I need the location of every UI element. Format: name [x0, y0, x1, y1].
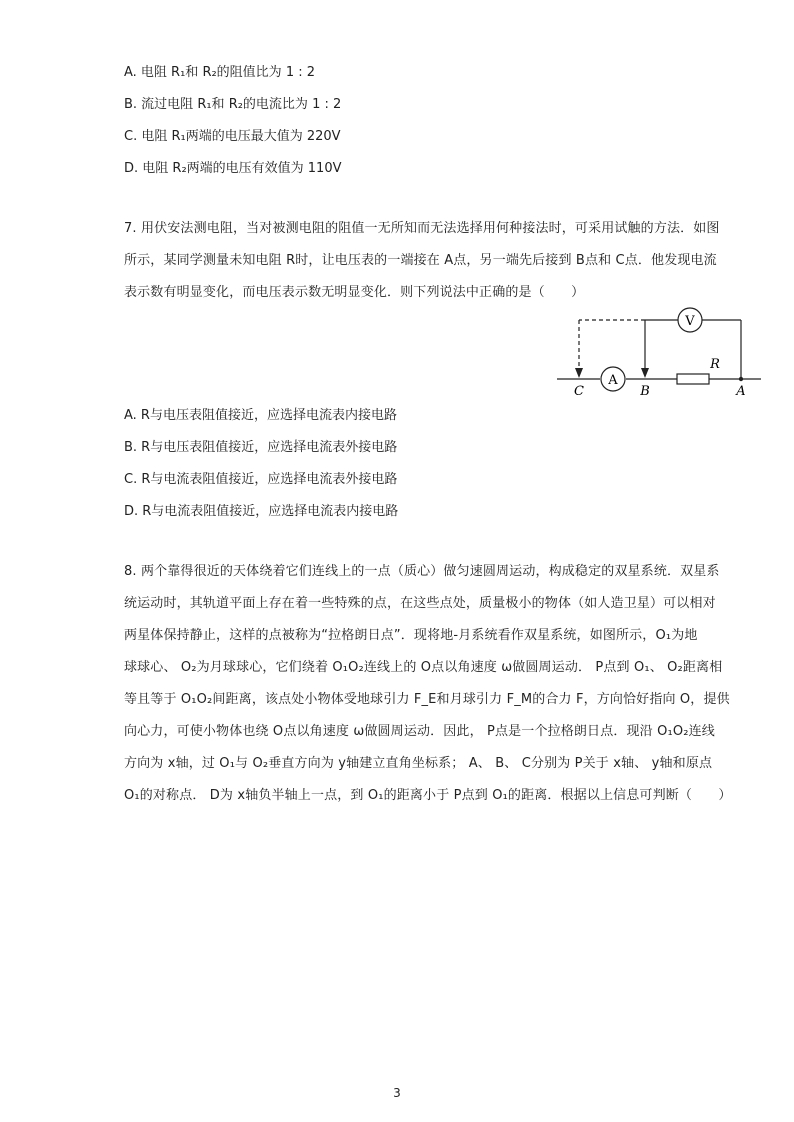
q8-stem-line: 等且等于 O₁O₂间距离，该点处小物体受地球引力 F_E和月球引力 F_M的合力 F，方向恰好指向 O，提供 [124, 692, 730, 707]
q7-option-a: A. R与电压表阻值接近，应选择电流表内接电路 [124, 408, 397, 423]
page-number: 3 [393, 1086, 401, 1100]
q6-option-d: D. 电阻 R₂两端的电压有效值为 110V [124, 161, 342, 176]
point-c-label: C [574, 384, 584, 399]
q8-stem-line: 球球心、 O₂为月球球心，它们绕着 O₁O₂连线上的 O点以角速度 ω做圆周运动． P点到 O₁、 O₂距离相 [124, 660, 723, 675]
q8-stem-line: 方向为 x轴，过 O₁与 O₂垂直方向为 y轴建立直角坐标系； A、 B、 C分别为 P关于 x轴、 y轴和原点 [124, 756, 713, 771]
q7-stem-line: 7. 用伏安法测电阻，当对被测电阻的阻值一无所知而无法选择用何种接法时，可采用试触的方法．如图 [124, 221, 720, 236]
q7-option-c: C. R与电流表阻值接近，应选择电流表外接电路 [124, 472, 398, 487]
q6-option-b: B. 流过电阻 R₁和 R₂的电流比为 1 : 2 [124, 97, 342, 112]
resistor-icon [677, 374, 709, 384]
q6-option-a: A. 电阻 R₁和 R₂的阻值比为 1 : 2 [124, 65, 316, 80]
q8-stem-line: 两星体保持静止，这样的点被称为“拉格朗日点”．现将地-月系统看作双星系统，如图所示，O₁为地 [124, 628, 698, 643]
ammeter-label: A [608, 373, 618, 388]
q7-stem-line: 表示数有明显变化，而电压表示数无明显变化．则下列说法中正确的是（ ） [124, 285, 585, 300]
point-b-label: B [640, 384, 650, 399]
arrow-down-icon [641, 368, 649, 378]
resistor-label: R [710, 357, 720, 372]
q8-stem-line: 向心力，可使小物体也绕 O点以角速度 ω做圆周运动．因此， P点是一个拉格朗日点．现沿 O₁O₂连线 [124, 724, 715, 739]
q6-option-c: C. 电阻 R₁两端的电压最大值为 220V [124, 129, 341, 144]
point-a-label: A [736, 384, 746, 399]
arrow-down-icon [575, 368, 583, 378]
q8-stem-line: 8. 两个靠得很近的天体绕着它们连线上的一点（质心）做匀速圆周运动，构成稳定的双星系统．双星系 [124, 564, 720, 579]
q7-option-d: D. R与电流表阻值接近，应选择电流表内接电路 [124, 504, 399, 519]
q8-stem-line: O₁的对称点． D为 x轴负半轴上一点，到 O₁的距离小于 P点到 O₁的距离．根据以上信息可判断（ ） [124, 788, 732, 803]
voltmeter-label: V [685, 314, 695, 329]
q7-option-b: B. R与电压表阻值接近，应选择电流表外接电路 [124, 440, 398, 455]
q8-stem-line: 统运动时，其轨道平面上存在着一些特殊的点，在这些点处，质量极小的物体（如人造卫星）可以相对 [124, 596, 716, 611]
q7-stem-line: 所示，某同学测量未知电阻 R时，让电压表的一端接在 A点，另一端先后接到 B点和 C点．他发现电流 [124, 253, 717, 268]
